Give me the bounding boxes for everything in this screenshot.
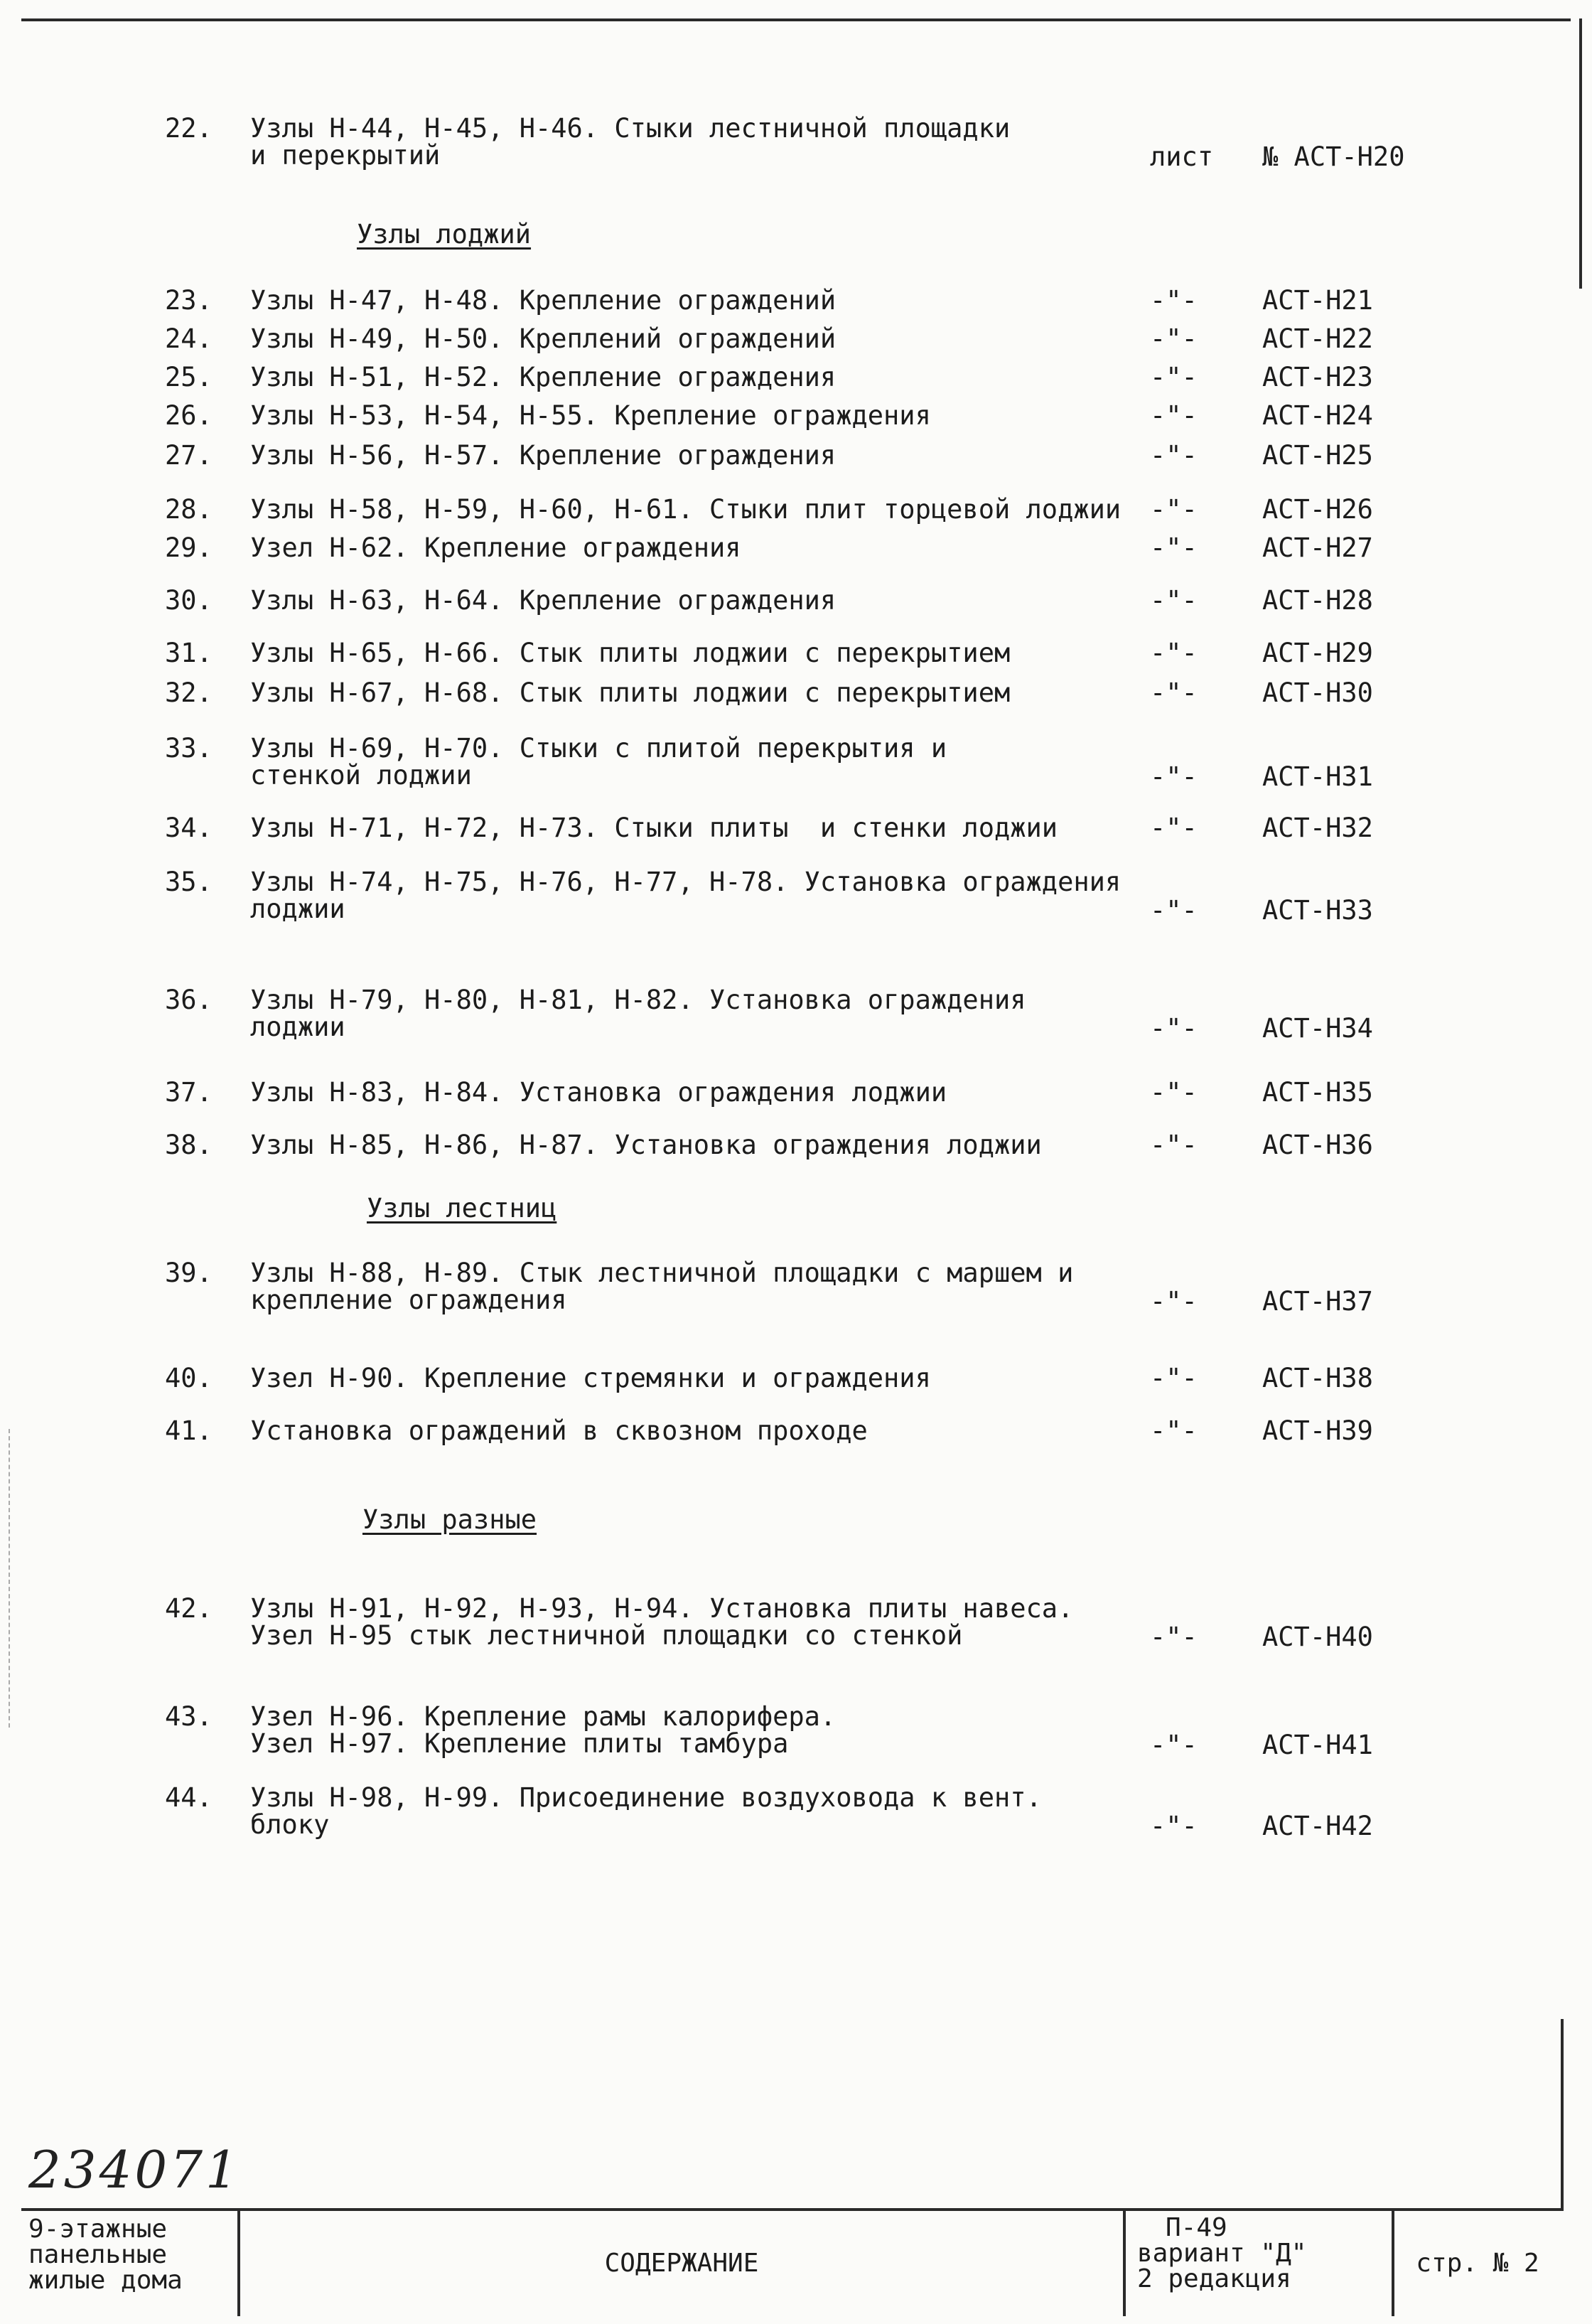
sheet-code: АСТ-Н35 (1262, 1077, 1373, 1108)
entry-text: Узел Н-90. Крепление стремянки и ограждения (250, 1363, 931, 1393)
sheet-code: АСТ-Н38 (1262, 1363, 1373, 1393)
ditto-mark: -"- (1150, 494, 1198, 525)
ditto-mark: -"- (1150, 761, 1198, 792)
project-line: жилые дома (28, 2266, 183, 2295)
entry-number: 33. (165, 733, 213, 764)
entry-number: 40. (165, 1363, 213, 1393)
entry-text: Узлы Н-71, Н-72, Н-73. Стыки плиты и стенки лоджии (250, 813, 1058, 843)
title-block-project (21, 2211, 237, 2316)
entry-number: 22. (165, 113, 213, 144)
ditto-mark: -"- (1150, 1415, 1198, 1446)
ditto-mark: -"- (1150, 532, 1198, 563)
sheet-code: АСТ-Н37 (1262, 1286, 1373, 1317)
entry-text: Узлы Н-53, Н-54, Н-55. Крепление ограждения (250, 400, 931, 431)
entry-text: Узел Н-96. Крепление рамы калорифера. Узел Н-97. Крепление плиты тамбура (250, 1701, 837, 1759)
sheet-code: АСТ-Н24 (1262, 400, 1373, 431)
sheet-code: АСТ-Н23 (1262, 362, 1373, 392)
ditto-mark: -"- (1150, 400, 1198, 431)
title-block-title (237, 2211, 1123, 2316)
sheet-code: № АСТ-Н20 (1262, 141, 1405, 172)
sheet-code: АСТ-Н42 (1262, 1811, 1373, 1841)
ditto-mark: -"- (1150, 813, 1198, 843)
entry-text: Узлы Н-44, Н-45, Н-46. Стыки лестничной площадки и перекрытий (250, 113, 1011, 171)
ditto-mark: -"- (1150, 1013, 1198, 1044)
entry-text: Узлы Н-63, Н-64. Крепление ограждения (250, 585, 837, 616)
ditto-mark: -"- (1150, 1730, 1198, 1760)
title-block-page (1392, 2211, 1561, 2316)
title-block (21, 2208, 1561, 2316)
entry-number: 37. (165, 1077, 213, 1108)
section-heading-stairs: Узлы лестниц (367, 1193, 557, 1223)
sheet-code: АСТ-Н28 (1262, 585, 1373, 616)
entry-text: Узлы Н-88, Н-89. Стык лестничной площадки с маршем и крепление ограждения (250, 1258, 1074, 1315)
sheet-label: лист (1150, 141, 1214, 172)
ditto-mark: -"- (1150, 440, 1198, 471)
ditto-mark: -"- (1150, 585, 1198, 616)
entry-number: 24. (165, 323, 213, 354)
entry-number: 43. (165, 1701, 213, 1732)
ditto-mark: -"- (1150, 285, 1198, 316)
document-title: СОДЕРЖАНИЕ (604, 2249, 759, 2278)
series-edition: 2 редакция (1137, 2264, 1291, 2293)
ditto-mark: -"- (1150, 1130, 1198, 1160)
series-variant: вариант "Д" (1137, 2239, 1307, 2268)
entry-text: Узел Н-62. Крепление ограждения (250, 532, 741, 563)
ditto-mark: -"- (1150, 895, 1198, 926)
entry-number: 39. (165, 1258, 213, 1288)
ditto-mark: -"- (1150, 1363, 1198, 1393)
sheet-code: АСТ-Н39 (1262, 1415, 1373, 1446)
sheet-code: АСТ-Н33 (1262, 895, 1373, 926)
entry-number: 31. (165, 638, 213, 668)
sheet-code: АСТ-Н25 (1262, 440, 1373, 471)
entry-number: 34. (165, 813, 213, 843)
sheet-code: АСТ-Н29 (1262, 638, 1373, 668)
ditto-mark: -"- (1150, 323, 1198, 354)
sheet-code: АСТ-Н40 (1262, 1622, 1373, 1652)
entry-number: 26. (165, 400, 213, 431)
ditto-mark: -"- (1150, 638, 1198, 668)
entry-number: 32. (165, 678, 213, 708)
entry-number: 35. (165, 867, 213, 897)
entry-text: Узлы Н-51, Н-52. Крепление ограждения (250, 362, 837, 392)
entry-number: 27. (165, 440, 213, 471)
entry-number: 38. (165, 1130, 213, 1160)
entry-text: Узлы Н-98, Н-99. Присоединение воздуховода к вент. блоку (250, 1782, 1042, 1840)
project-line: 9-этажные (28, 2215, 168, 2244)
entry-number: 25. (165, 362, 213, 392)
entry-text: Узлы Н-69, Н-70. Стыки с плитой перекрытия и стенкой лоджии (250, 733, 947, 791)
entry-number: 41. (165, 1415, 213, 1446)
section-heading-misc: Узлы разные (362, 1504, 537, 1535)
sheet-code: АСТ-Н30 (1262, 678, 1373, 708)
entry-number: 29. (165, 532, 213, 563)
entry-text: Установка ограждений в сквозном проходе (250, 1415, 868, 1446)
ditto-mark: -"- (1150, 1811, 1198, 1841)
sheet-code: АСТ-Н36 (1262, 1130, 1373, 1160)
entry-number: 36. (165, 985, 213, 1015)
sheet-code: АСТ-Н27 (1262, 532, 1373, 563)
entry-text: Узлы Н-58, Н-59, Н-60, Н-61. Стыки плит торцевой лоджии (250, 494, 1122, 525)
page-number: стр. № 2 (1416, 2249, 1539, 2278)
entry-text: Узлы Н-49, Н-50. Креплений ограждений (250, 323, 837, 354)
entry-number: 44. (165, 1782, 213, 1813)
sheet-code: АСТ-Н22 (1262, 323, 1373, 354)
binding-margin-mark (9, 1429, 10, 1728)
right-border-line (1579, 18, 1582, 289)
entry-text: Узлы Н-65, Н-66. Стык плиты лоджии с перекрытием (250, 638, 1011, 668)
sheet-code: АСТ-Н26 (1262, 494, 1373, 525)
handwritten-inventory-number: 234071 (28, 2140, 241, 2200)
entry-number: 28. (165, 494, 213, 525)
entry-text: Узлы Н-79, Н-80, Н-81, Н-82. Установка ограждения лоджии (250, 985, 1026, 1042)
entry-number: 30. (165, 585, 213, 616)
sheet-code: АСТ-Н32 (1262, 813, 1373, 843)
entry-text: Узлы Н-56, Н-57. Крепление ограждения (250, 440, 837, 471)
entry-text: Узлы Н-91, Н-92, Н-93, Н-94. Установка плиты навеса. Узел Н-95 стык лестничной площадки со стенкой (250, 1593, 1074, 1651)
right-border-line-lower (1561, 2019, 1564, 2211)
sheet-code: АСТ-Н31 (1262, 761, 1373, 792)
sheet-code: АСТ-Н34 (1262, 1013, 1373, 1044)
title-block-series (1123, 2211, 1392, 2316)
ditto-mark: -"- (1150, 1622, 1198, 1652)
ditto-mark: -"- (1150, 678, 1198, 708)
entry-number: 42. (165, 1593, 213, 1624)
ditto-mark: -"- (1150, 1077, 1198, 1108)
sheet-code: АСТ-Н21 (1262, 285, 1373, 316)
ditto-mark: -"- (1150, 1286, 1198, 1317)
entry-text: Узлы Н-85, Н-86, Н-87. Установка ограждения лоджии (250, 1130, 1042, 1160)
project-line: панельные (28, 2240, 168, 2269)
entry-text: Узлы Н-47, Н-48. Крепление ограждений (250, 285, 837, 316)
top-border-line (21, 18, 1571, 21)
ditto-mark: -"- (1150, 362, 1198, 392)
series-code: П-49 (1166, 2213, 1227, 2242)
entry-number: 23. (165, 285, 213, 316)
entry-text: Узлы Н-67, Н-68. Стык плиты лоджии с перекрытием (250, 678, 1011, 708)
sheet-code: АСТ-Н41 (1262, 1730, 1373, 1760)
entry-text: Узлы Н-83, Н-84. Установка ограждения лоджии (250, 1077, 947, 1108)
section-heading-loggias: Узлы лоджий (357, 219, 532, 250)
entry-text: Узлы Н-74, Н-75, Н-76, Н-77, Н-78. Установка ограждения лоджии (250, 867, 1122, 924)
